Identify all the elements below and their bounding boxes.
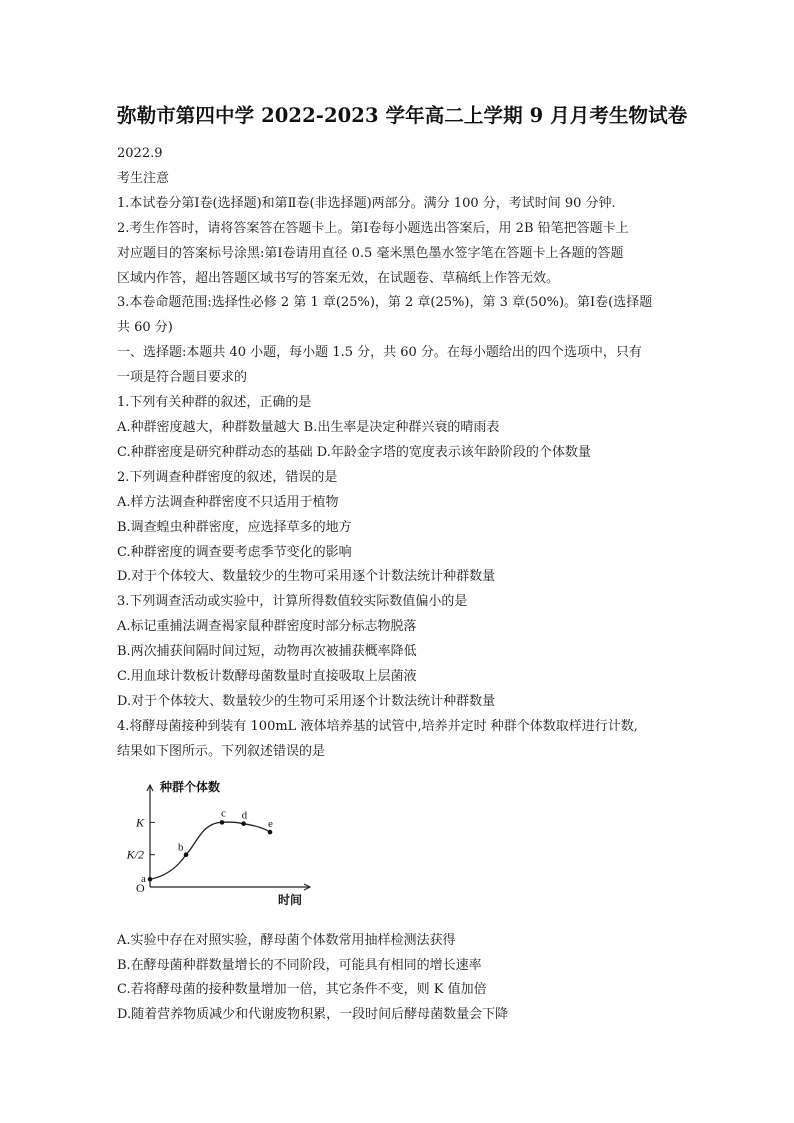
y-tick-label: K <box>135 815 144 830</box>
q2-stem: 2.下列调查种群密度的叙述，错误的是 <box>117 469 338 485</box>
q2-option: D.对于个体较大、数量较少的生物可采用逐个计数法统计种群数量 <box>117 569 496 585</box>
q3-option: B.两次捕获间隔时间过短，动物再次被捕获概率降低 <box>117 644 417 660</box>
point-label-d: d <box>241 809 248 822</box>
section-heading: 一、选择题:本题共 40 小题，每小题 1.5 分，共 60 分。在每小题给出的四个选项中，只有 <box>117 345 642 361</box>
q4-option: C.若将酵母菌的接种数量增加一倍，其它条件不变，则 K 值加倍 <box>117 982 487 998</box>
q1-option: A.种群密度越大，种群数量越大 B.出生率是决定种群兴衰的晴雨表 <box>117 419 500 435</box>
q1-stem: 1.下列有关种群的叙述，正确的是 <box>117 395 312 411</box>
q2-option: A.样方法调查种群密度不只适用于植物 <box>117 494 339 510</box>
exam-date: 2022.9 <box>117 146 163 161</box>
q4-stem: 4.将酵母菌接种到装有 100mL 液体培养基的试管中,培养并定时 种群个体数取样进行计数, <box>117 718 638 734</box>
notice-line: 3.本卷命题范围:选择性必修 2 第 1 章(25%)，第 2 章(25%)，第 3 章(50%)。第Ⅰ卷(选择题 <box>117 295 653 311</box>
q3-option: C.用血球计数板计数酵母菌数量时直接吸取上层菌液 <box>117 669 417 685</box>
exam-page <box>117 100 688 1028</box>
q2-option: C.种群密度的调查要考虑季节变化的影响 <box>117 544 352 560</box>
y-tick-label: K/2 <box>126 847 144 862</box>
notice-line: 共 60 分) <box>117 320 173 336</box>
y-axis-label: 种群个体数 <box>160 779 221 794</box>
data-point-b <box>184 852 189 857</box>
q3-stem: 3.下列调查活动或实验中，计算所得数值较实际数值偏小的是 <box>117 594 468 610</box>
point-label-e: e <box>268 817 273 830</box>
q4-stem: 结果如下图所示。下列叙述错误的是 <box>117 743 326 759</box>
x-axis-label: 时间 <box>278 892 303 907</box>
notice-heading: 考生注意 <box>117 170 170 186</box>
notice-line: 区域内作答，超出答题区域书写的答案无效，在试题卷、草稿纸上作答无效。 <box>117 270 560 286</box>
chart-svg <box>117 773 317 923</box>
growth-curve <box>150 822 270 879</box>
notice-line: 对应题目的答案标号涂黑:第Ⅰ卷请用直径 0.5 毫米黑色墨水签字笔在答题卡上各题的答题 <box>117 245 624 261</box>
q3-option: A.标记重捕法调查褐家鼠种群密度时部分标志物脱落 <box>117 619 417 635</box>
q4-option: A.实验中存在对照实验，酵母菌个体数常用抽样检测法获得 <box>117 932 456 948</box>
q1-option: C.种群密度是研究种群动态的基础 D.年龄金字塔的宽度表示该年龄阶段的个体数量 <box>117 444 591 460</box>
data-point-e <box>268 829 273 834</box>
q2-option: B.调查蝗虫种群密度，应选择草多的地方 <box>117 519 352 535</box>
point-label-a: a <box>141 872 146 885</box>
origin-label: O <box>136 880 145 895</box>
q4-option: D.随着营养物质减少和代谢废物积累，一段时间后酵母菌数量会下降 <box>117 1007 509 1023</box>
population-growth-chart <box>117 773 317 923</box>
data-point-c <box>220 820 225 825</box>
q3-option: D.对于个体较大、数量较少的生物可采用逐个计数法统计种群数量 <box>117 693 496 709</box>
data-point-d <box>241 821 246 826</box>
section-heading: 一项是符合题目要求的 <box>117 370 248 386</box>
notice-line: 2.考生作答时，请将答案答在答题卡上。第Ⅰ卷每小题选出答案后，用 2B 铅笔把答题卡上 <box>117 220 629 236</box>
data-point-a <box>148 877 153 882</box>
q4-option: B.在酵母菌种群数量增长的不同阶段，可能具有相同的增长速率 <box>117 957 482 973</box>
point-label-b: b <box>178 841 184 854</box>
exam-title: 弥勒市第四中学 2022-2023 学年高二上学期 9 月月考生物试卷 <box>117 104 688 127</box>
notice-line: 1.本试卷分第Ⅰ卷(选择题)和第Ⅱ卷(非选择题)两部分。满分 100 分，考试时间 90 分钟. <box>117 195 616 211</box>
point-label-c: c <box>221 807 226 820</box>
